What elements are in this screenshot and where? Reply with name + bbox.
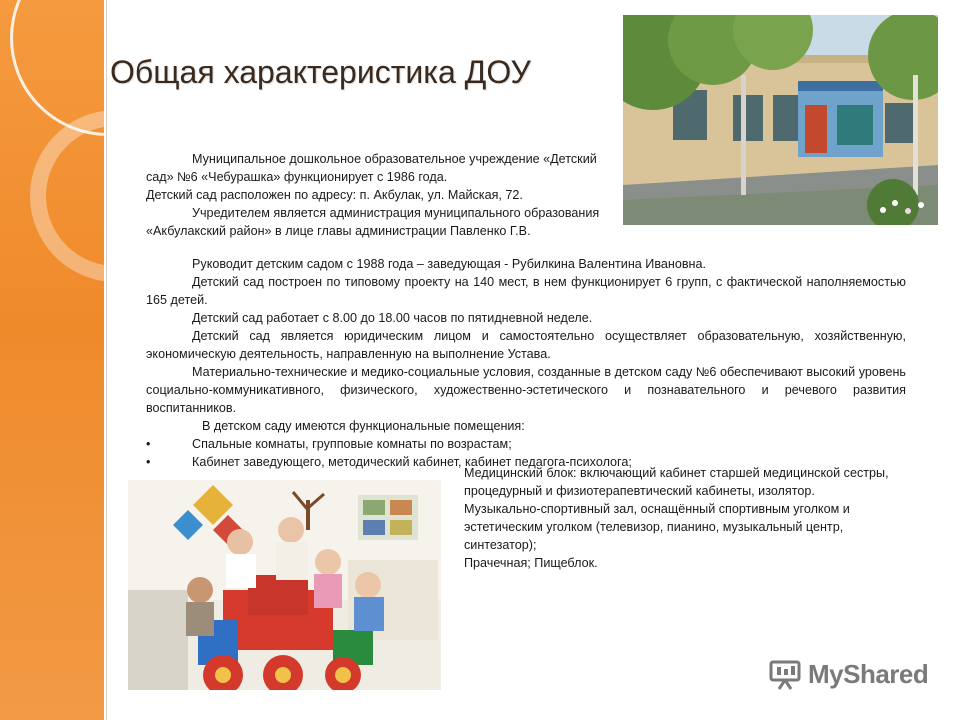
bullet-marker: •	[146, 437, 151, 451]
paragraph: Муниципальное дошкольное образовательное учреждение «Детский сад» №6 «Чебурашка» функционирует с 1986 года.	[146, 152, 597, 184]
myshared-logo	[768, 657, 928, 691]
paragraph: Учредителем является администрация муниципального образования «Акбулакский район» в лице главы администрации Павленко Г.В.	[146, 206, 600, 238]
paragraph: Детский сад расположен по адресу: п. Акбулак, ул. Майская, 72.	[146, 188, 523, 202]
main-text-block	[146, 255, 906, 471]
watermark-text: MyShared	[808, 658, 929, 689]
paragraph: Медицинский блок: включающий кабинет старшей медицинской сестры, процедурный и физиотерапевтический кабинеты, изолятор.	[464, 466, 889, 498]
paragraph: Детский сад построен по типовому проекту на 140 мест, в нем функционирует 6 групп, с фактической наполняемостью 165 детей.	[146, 275, 906, 307]
presentation-board-icon	[768, 657, 802, 691]
slide-title: Общая характеристика ДОУ	[110, 54, 531, 90]
paragraph: Руководит детским садом с 1988 года – заведующая - Рубилкина Валентина Ивановна.	[192, 257, 706, 271]
left-decorative-bar	[0, 0, 104, 720]
list-item-text: Спальные комнаты, групповые комнаты по возрастам;	[192, 437, 512, 451]
children-illustration	[128, 480, 441, 690]
paragraph: Детский сад является юридическим лицом и самостоятельно осуществляет образовательную, хозяйственную, экономическую деятельность, направленную на выполнение Устава.	[146, 329, 906, 361]
paragraph: Музыкально-спортивный зал, оснащённый спортивным уголком и эстетическим уголком (телевизор, пианино, музыкальный центр, синтезатор);	[464, 502, 850, 552]
paragraph: Материально-технические и медико-социальные условия, созданные в детском саду №6 обеспечивают высокий уровень социально-коммуникативного, физического, художественно-эстетического и познавательного и речевого развития воспитанников.	[146, 365, 906, 415]
intro-text-block	[146, 150, 616, 240]
paragraph: В детском саду имеются функциональные помещения:	[202, 419, 525, 433]
bullet-marker: •	[146, 455, 151, 469]
decorative-ring	[30, 110, 104, 282]
facilities-text-block	[464, 464, 912, 572]
building-illustration	[623, 15, 938, 225]
kindergarten-building-photo	[623, 15, 938, 225]
paragraph: Детский сад работает с 8.00 до 18.00 часов по пятидневной неделе.	[192, 311, 593, 325]
divider-line	[106, 0, 107, 720]
list-item-text: Кабинет заведующего, методический кабинет, кабинет педагога-психолога;	[192, 455, 632, 469]
children-group-photo	[128, 480, 441, 690]
list-item	[146, 435, 906, 453]
paragraph: Прачечная; Пищеблок.	[464, 556, 598, 570]
